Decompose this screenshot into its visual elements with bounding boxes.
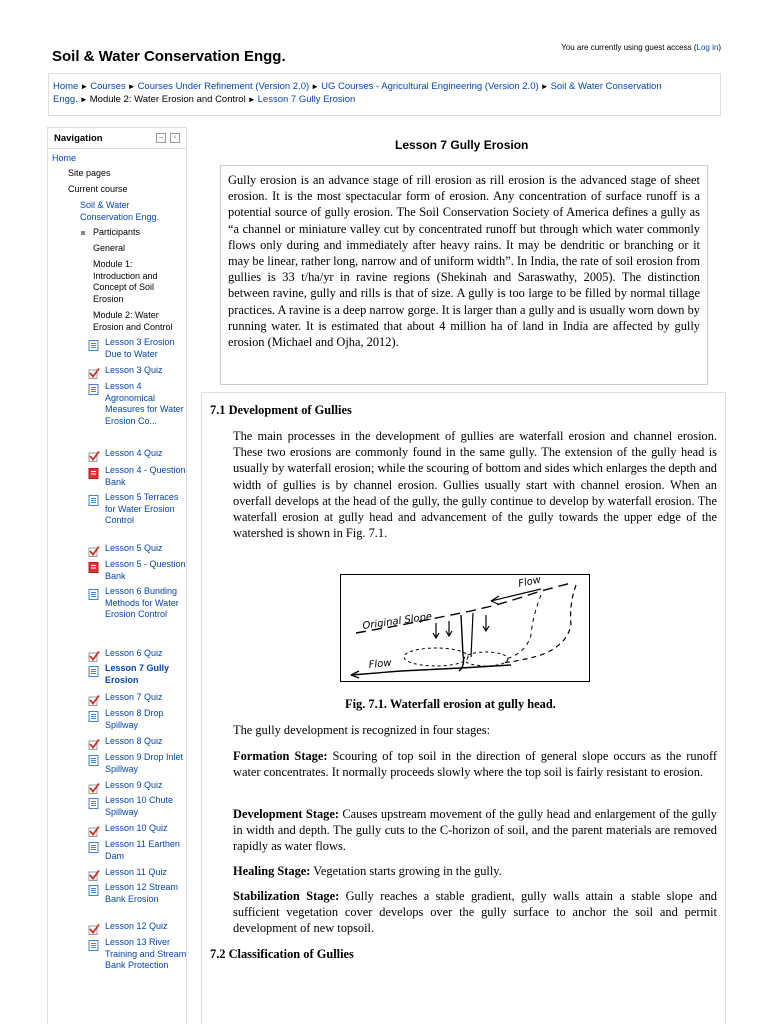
page-icon	[88, 938, 100, 949]
page-icon	[88, 587, 100, 598]
stage-text: Causes upstream movement of the gully head and enlargement of the gully in width and depth. The gully cuts to the C-horizon of soil, and the parent materials are removed rapidly as water flows.	[233, 807, 717, 854]
stage-name: Healing Stage:	[233, 864, 311, 878]
label-original-slope: Original Slope	[361, 611, 433, 632]
collapse-icon[interactable]: –	[156, 133, 166, 143]
nav-lesson-label[interactable]: Lesson 8 Drop Spillway	[105, 708, 164, 730]
breadcrumb-separator-icon: ►	[540, 82, 549, 91]
nav-lesson-label[interactable]: Lesson 11 Earthen Dam	[105, 839, 180, 861]
page-title: Lesson 7 Gully Erosion	[395, 138, 529, 152]
section-2-title: 7.2 Classification of Gullies	[210, 947, 354, 961]
quiz-icon	[88, 449, 100, 460]
nav-lesson-label[interactable]: Lesson 5 Quiz	[105, 543, 163, 553]
breadcrumb-course[interactable]: Soil & Water Conservation Engg.	[53, 81, 662, 105]
breadcrumb-home[interactable]: Home	[53, 81, 79, 92]
label-flow-top: Flow	[517, 575, 542, 590]
nav-lesson-label[interactable]: Lesson 7 Gully Erosion	[105, 663, 170, 685]
nav-lesson-label[interactable]: Lesson 6 Bunding Methods for Water Erosion Control	[105, 586, 179, 619]
figure-waterfall-erosion	[340, 574, 590, 682]
quiz-icon	[88, 824, 100, 835]
quiz-icon	[88, 737, 100, 748]
navigation-title: Navigation	[54, 133, 103, 144]
page-icon	[88, 753, 100, 764]
navigation-header	[48, 128, 186, 149]
login-suffix: )	[718, 43, 721, 52]
site-title[interactable]: Soil & Water Conservation Engg.	[52, 48, 286, 65]
figure-caption: Fig. 7.1. Waterfall erosion at gully head.	[345, 697, 556, 711]
section-1-paragraph: The main processes in the development of gullies are waterfall erosion and channel erosion. These two erosions are commonly found in the same gully. The extension of the gully head is usually by waterfall erosion; while the scouring of bottom and sides which enlarges the depth and width of gullies is by channel erosion. Gullies usually start with channel erosion. When an overfall develops at the head of the gully, the gully continue to develop by waterfall erosion. The waterfall erosion at gully head and advancement of the gully towards the upper edge of the watershed is shown in Fig. 7.1.	[233, 429, 717, 541]
nav-lesson-label[interactable]: Lesson 4 Quiz	[105, 448, 163, 458]
page-icon	[88, 493, 100, 504]
breadcrumb-ug-courses[interactable]: UG Courses - Agricultural Engineering (Version 2.0)	[321, 81, 539, 92]
nav-lesson-label[interactable]: Lesson 3 Quiz	[105, 365, 163, 375]
nav-home-link[interactable]: Home	[52, 153, 77, 163]
stages-intro: The gully development is recognized in four stages:	[233, 723, 491, 737]
bullet-icon	[81, 231, 85, 235]
nav-lesson-label[interactable]: Lesson 5 Terraces for Water Erosion Control	[105, 492, 179, 525]
nav-lesson-label[interactable]: Lesson 10 Chute Spillway	[105, 795, 174, 817]
page-icon	[88, 840, 100, 851]
breadcrumb-separator-icon: ►	[127, 82, 136, 91]
section-1-title: 7.1 Development of Gullies	[210, 403, 352, 417]
nav-lesson-label[interactable]: Lesson 4 Agronomical Measures for Water Erosion Co...	[105, 381, 184, 426]
nav-lesson-label[interactable]: Lesson 12 Quiz	[105, 921, 168, 931]
label-flow-bottom: Flow	[368, 657, 393, 671]
breadcrumb-lesson[interactable]: Lesson 7 Gully Erosion	[257, 94, 356, 105]
nav-lesson-label[interactable]: Lesson 9 Drop Inlet Spillway	[105, 752, 184, 774]
page-icon	[88, 382, 100, 393]
page-icon	[88, 709, 100, 720]
login-link[interactable]: Log in	[696, 43, 719, 52]
nav-lesson-label[interactable]: Lesson 11 Quiz	[105, 867, 167, 877]
quiz-icon	[88, 649, 100, 660]
stage-name: Development Stage:	[233, 807, 339, 821]
nav-lesson-label[interactable]: Lesson 4 - Question Bank	[105, 465, 186, 487]
stage-text: Scouring of top soil in the direction of general slope occurs as the runoff water concentrates. It normally proceeds slowly where the top soil is fairly resistant to erosion.	[233, 749, 717, 780]
nav-general[interactable]: General	[93, 243, 126, 253]
page-icon	[88, 338, 100, 349]
navigation-block	[47, 127, 187, 1024]
nav-module-1[interactable]: Module 1: Introduction and Concept of Soil Erosion	[93, 259, 158, 304]
nav-module-2[interactable]: Module 2: Water Erosion and Control	[93, 310, 173, 332]
stage-name: Stabilization Stage:	[233, 889, 340, 903]
breadcrumb-courses[interactable]: Courses	[90, 81, 126, 92]
nav-lesson-label[interactable]: Lesson 3 Erosion Due to Water	[105, 337, 175, 359]
stage-text: Vegetation starts growing in the gully.	[310, 864, 502, 878]
stage-healing	[233, 863, 717, 879]
page-icon	[88, 796, 100, 807]
quiz-icon	[88, 781, 100, 792]
nav-lesson-label[interactable]: Lesson 8 Quiz	[105, 736, 163, 746]
stage-text: Gully reaches a stable gradient, gully walls attain a stable slope and sufficient vegetation cover develops over the gully surface to anchor the soil and permit development of new topsoil.	[233, 889, 717, 936]
intro-box	[220, 165, 708, 385]
nav-lesson-label[interactable]: Lesson 10 Quiz	[105, 823, 168, 833]
question-bank-icon	[88, 560, 100, 571]
quiz-icon	[88, 868, 100, 879]
breadcrumb-separator-icon: ►	[80, 82, 89, 91]
login-info	[561, 43, 721, 52]
breadcrumb-separator-icon: ►	[311, 82, 320, 91]
breadcrumb	[48, 73, 721, 116]
waterfall-erosion-diagram	[341, 575, 589, 681]
intro-text: Gully erosion is an advance stage of rill erosion as rill erosion is the advanced stage of sheet erosion. It is the most spectacular form of erosion. Any concentration of surface runoff is a potential source of gully erosion. The Soil Conservation Society of America defines a gully as “a channel or miniature valley cut by concentrated runoff but through which water commonly flows only during and immediately after heavy rains. It may be dendritic or branching or it may be linear, rather long, narrow and of uniform width”. In India, the rate of soil erosion from gullies is 33 t/ha/yr in ravine regions (Shekinah and Saraswathy, 2005). The distinction between ravine, gully and rills is that of size. A gully is too large to be filled by normal tillage practices. A ravine is a deep narrow gorge. It is larger than a gully and is usually worn down by running water. It is estimated that about 4 million ha of land in India are affected by gully erosion (Michael and Ojha, 2012).	[228, 173, 700, 350]
nav-lesson-label[interactable]: Lesson 9 Quiz	[105, 780, 163, 790]
breadcrumb-separator-icon: ►	[79, 95, 88, 104]
nav-current-course[interactable]: Current course	[68, 184, 128, 194]
stage-name: Formation Stage:	[233, 749, 328, 763]
nav-site-pages[interactable]: Site pages	[68, 168, 111, 178]
page-icon	[88, 664, 100, 675]
dock-icon[interactable]: ‹	[170, 133, 180, 143]
stage-stabilization	[233, 888, 717, 937]
page-icon	[88, 883, 100, 894]
nav-course-link[interactable]: Soil & Water Conservation Engg.	[80, 200, 160, 222]
nav-lesson-label[interactable]: Lesson 7 Quiz	[105, 692, 163, 702]
quiz-icon	[88, 544, 100, 555]
breadcrumb-separator-icon: ►	[247, 95, 256, 104]
nav-lesson-label[interactable]: Lesson 6 Quiz	[105, 648, 163, 658]
quiz-icon	[88, 922, 100, 933]
nav-participants[interactable]: Participants	[93, 227, 141, 237]
nav-lesson-label[interactable]: Lesson 5 - Question Bank	[105, 559, 186, 581]
breadcrumb-module: Module 2: Water Erosion and Control	[89, 94, 246, 105]
stage-formation	[233, 748, 717, 780]
quiz-icon	[88, 693, 100, 704]
question-bank-icon	[88, 466, 100, 477]
nav-lesson-label[interactable]: Lesson 13 River Training and Stream Bank Protection	[105, 937, 187, 970]
quiz-icon	[88, 366, 100, 377]
stage-development	[233, 806, 717, 855]
breadcrumb-courses-refinement[interactable]: Courses Under Refinement (Version 2.0)	[137, 81, 310, 92]
login-prefix: You are currently using guest access (	[561, 43, 697, 52]
nav-lesson-label[interactable]: Lesson 12 Stream Bank Erosion	[105, 882, 179, 904]
